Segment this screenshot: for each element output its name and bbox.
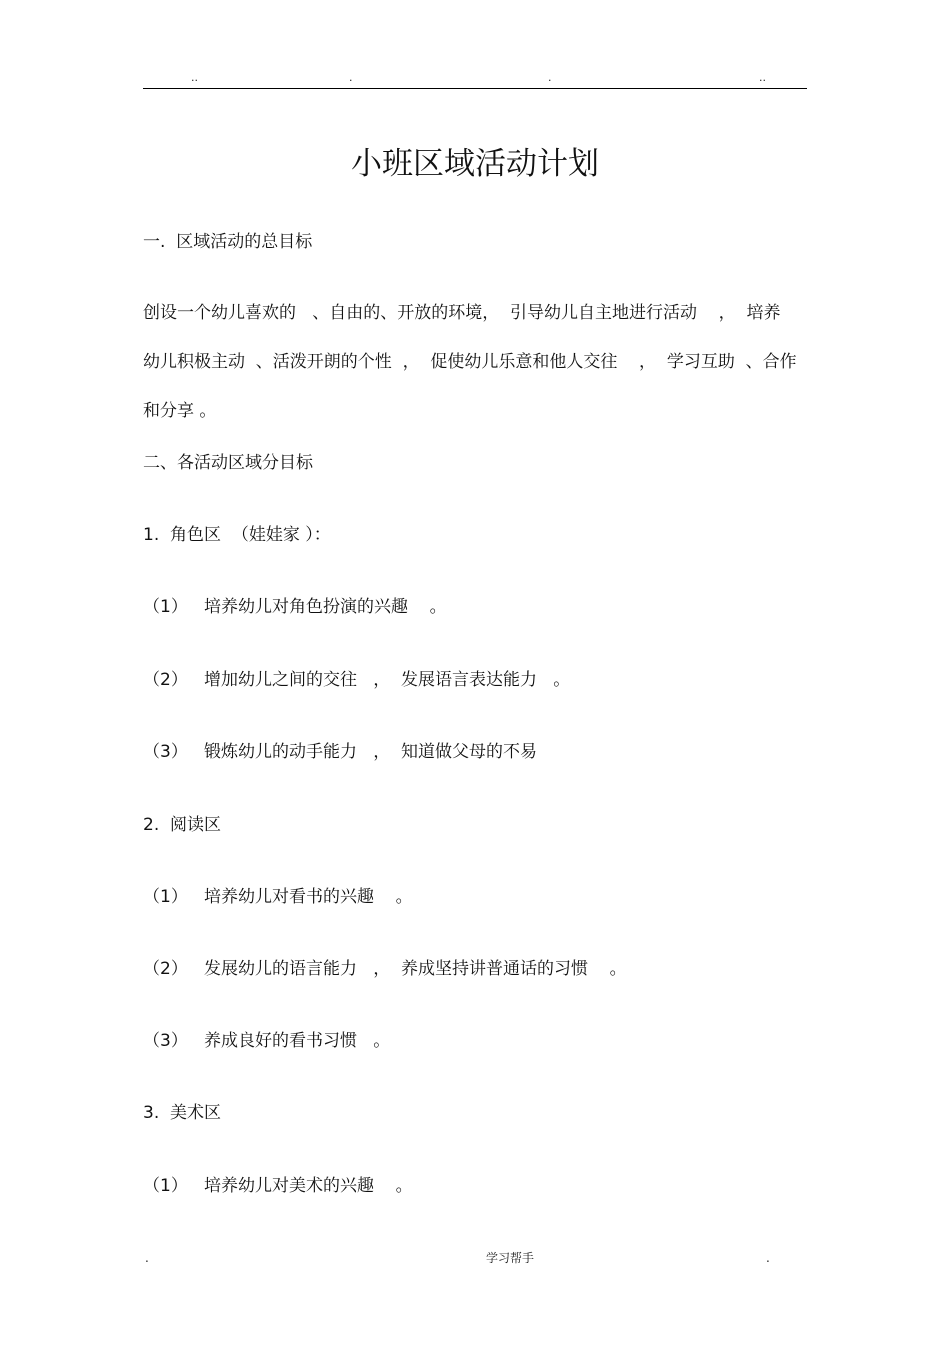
footer-left: .	[145, 1251, 149, 1265]
header-dot: ..	[191, 71, 198, 84]
header-dot: ..	[759, 71, 766, 84]
page-title: 小班区域活动计划	[351, 146, 599, 182]
header-dot: .	[548, 71, 552, 84]
list-item: （1） 培养幼儿对看书的兴趣 。	[143, 887, 413, 907]
list-item: （2） 增加幼儿之间的交往 ， 发展语言表达能力 。	[143, 670, 571, 690]
paragraph-line: 创设一个幼儿喜欢的 、自由的、开放的环境， 引导幼儿自主地进行活动 ， 培养	[143, 303, 781, 323]
area-title: 3. 美术区	[143, 1103, 222, 1123]
list-item: （3） 养成良好的看书习惯 。	[143, 1031, 391, 1051]
section-heading: 一. 区域活动的总目标	[143, 232, 313, 252]
area-title: 1. 角色区 （娃娃家 ）：	[143, 525, 331, 545]
list-item: （1） 培养幼儿对角色扮演的兴趣 。	[143, 597, 447, 617]
area-title: 2. 阅读区	[143, 815, 222, 835]
list-item: （1） 培养幼儿对美术的兴趣 。	[143, 1176, 413, 1196]
list-item: （3） 锻炼幼儿的动手能力 ， 知道做父母的不易	[143, 742, 538, 762]
footer-center: 学习帮手	[486, 1251, 535, 1265]
paragraph-line: 幼儿积极主动 、活泼开朗的个性 ， 促使幼儿乐意和他人交往 ， 学习互助 、合作	[143, 352, 797, 372]
footer-right: .	[766, 1251, 770, 1265]
header-dot: .	[349, 71, 353, 84]
header-divider	[143, 88, 807, 89]
goal-paragraph	[143, 289, 803, 436]
paragraph-line: 和分享 。	[143, 401, 217, 421]
list-item: （2） 发展幼儿的语言能力 ， 养成坚持讲普通话的习惯 。	[143, 959, 627, 979]
section-heading: 二、各活动区域分目标	[143, 453, 313, 473]
